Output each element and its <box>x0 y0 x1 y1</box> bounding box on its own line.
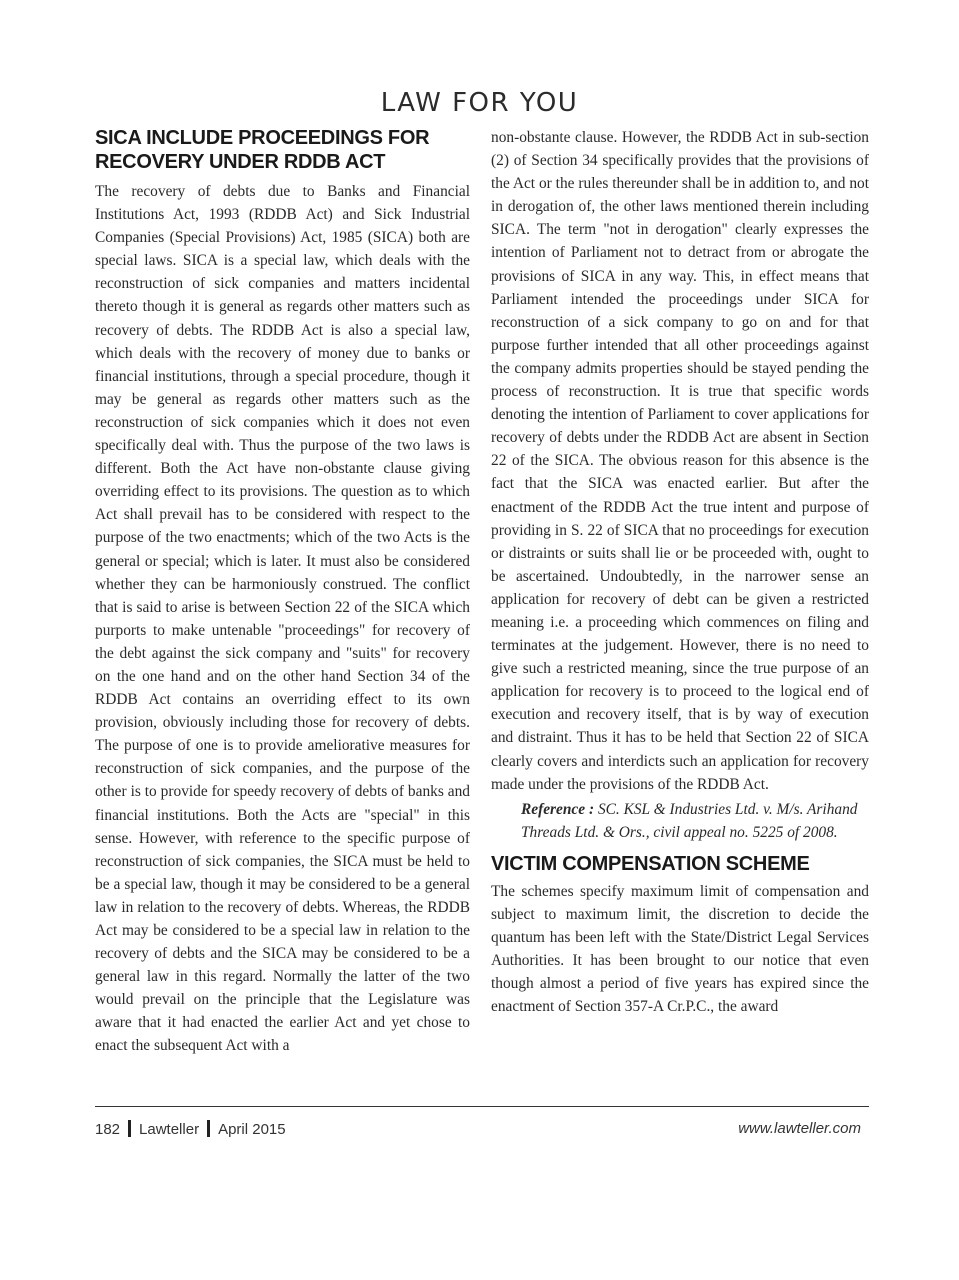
case-reference <box>521 798 869 844</box>
article-body-left: The recovery of debts due to Banks and Financial Institutions Act, 1993 (RDDB Act) and Sick Industrial Companies (Special Provisions) Act, 1985 (SICA) both are special laws. SICA is a special law, which deals with the reconstruction of sick companies and matters incidental thereto though it is general as regards other matters such as recovery of debts. The RDDB Act is also a special law, which deals with the recovery of money due to banks or financial institutions, through a special procedure, though it may be general as regards other matters such as the reconstruction of sick companies which it does not even specifically deal with. Thus the purpose of the two laws is different. Both the Act have non-obstante clause giving overriding effect to its provisions. The question as to which Act shall prevail has to be considered with respect to the purpose of the two enactments; which of the two Acts is the general or special; which is later. It must also be considered whether they can be harmoniously construed. The conflict that is said to arise is between Section 22 of the SICA which purports to make untenable "proceedings" for recovery of the debt against the sick company and "suits" for recovery on the one hand and on the other hand Section 34 of the RDDB Act contains an overriding effect to its own provision, obviously including those for recovery of debts. The purpose of one is to provide ameliorative measures for reconstruction of sick companies, and the purpose of the other is to provide for speedy recovery of debts of banks and financial institutions. Both the Acts are "special" in this sense. However, with reference to the specific purpose of reconstruction of sick companies, the SICA must be held to be a special law, though it may be considered to be a general law in relation to the recovery of debts. Whereas, the RDDB Act may be considered to be a special law in relation to the recovery of debts and the SICA may be considered to be a general law in this regard. Normally the latter of the two would prevail on the principle that the Legislature was aware that it had enacted the earlier Act and yet chose to enact the subsequent Act with a <box>95 183 470 1055</box>
website-link[interactable]: www.lawteller.com <box>738 1120 861 1137</box>
victim-compensation-heading: VICTIM COMPENSATION SCHEME <box>491 852 810 875</box>
footer-separator <box>128 1120 131 1137</box>
reference-text: SC. KSL & Industries Ltd. v. M/s. Arihand Threads Ltd. & Ors., civil appeal no. 5225 of 2008. <box>521 800 858 841</box>
issue-date: April 2015 <box>218 1121 286 1138</box>
reference-label: Reference : <box>521 800 595 818</box>
footer-separator <box>207 1120 210 1137</box>
article-body-right: non-obstante clause. However, the RDDB Act in sub-section (2) of Section 34 specifically provides that the provisions of the Act or the rules thereunder shall be in addition to, and not in derogation of, the other laws mentioned therein including SICA. The term "not in derogation" clearly expresses the intention of Parliament not to detract from or abrogate the provisions of SICA in any way. This, in effect means that Parliament intended the proceedings under SICA for reconstruction of a sick company to go on and for that purpose further intended that all other proceedings against the company admits properties should be stayed pending the process of reconstruction. It is true that specific words denoting the intention of Parliament to cover applications for recovery of debts under the RDDB Act are absent in Section 22 of the SICA. The obvious reason for this absence is the fact that the SICA was enacted earlier. But after the enactment of the RDDB Act the true intent and purpose of providing in S. 22 of SICA that no proceedings for execution or distraints or suits shall lie or be proceeded with, ought to be ascertained. Undoubtedly, in the narrower sense an application for recovery of debt can be given a restricted meaning i.e. a proceeding which commences on filing and terminates at the judgement. However, there is no need to give such a restricted meaning, since the true purpose of an application for recovery is to proceed to the logical end of execution and recovery itself, that is by way of execution and distraint. Thus it has to be held that Section 22 of SICA clearly covers and interdicts such an application for recovery made under the provisions of the RDDB Act. <box>491 129 869 793</box>
victim-compensation-body: The schemes specify maximum limit of compensation and subject to maximum limit, the discretion to decide the quantum has been left with the State/District Legal Services Authorities. It has been brought to our notice that even though almost a period of five years has expired since the enactment of Section 357-A Cr.P.C., the award <box>491 882 869 1016</box>
article-heading: SICA INCLUDE PROCEEDINGS FOR RECOVERY UNDER RDDB ACT <box>95 127 430 173</box>
page-number: 182 <box>95 1121 121 1138</box>
left-column <box>95 126 470 1058</box>
footer-divider <box>95 1106 869 1107</box>
right-column <box>491 126 869 1018</box>
page-title: LAW FOR YOU <box>380 88 579 118</box>
magazine-name: Lawteller <box>139 1121 200 1138</box>
